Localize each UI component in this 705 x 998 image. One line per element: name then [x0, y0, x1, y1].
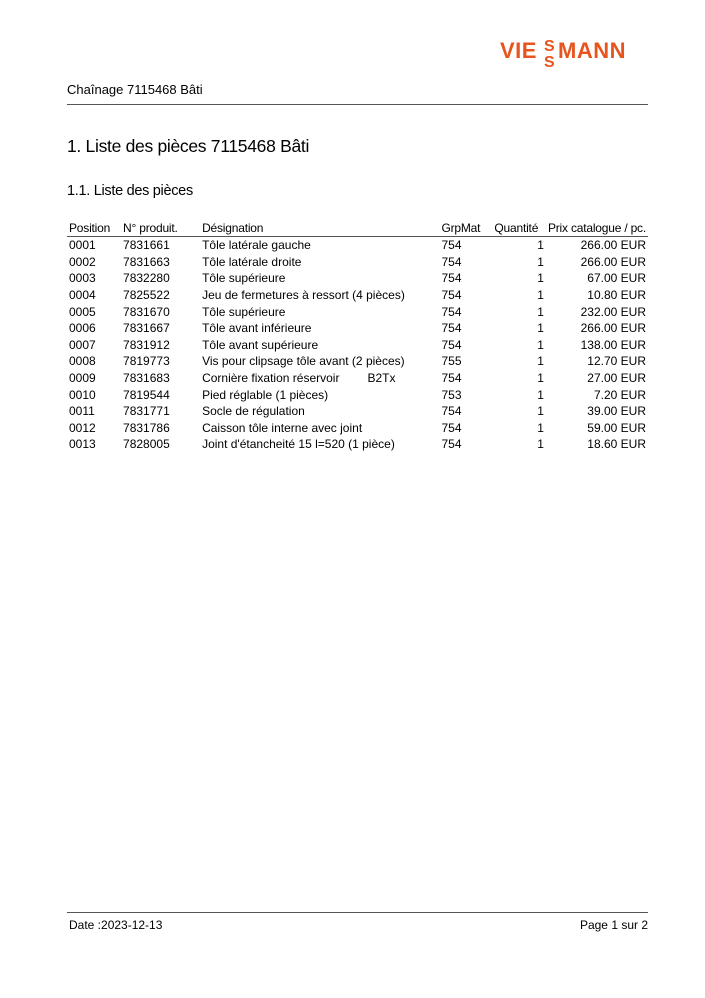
- cell-quantity-text: 1: [537, 321, 544, 336]
- cell-grpmat-text: 754: [441, 304, 462, 319]
- cell-quantity-text: 1: [537, 387, 544, 402]
- cell-product-number-text: 7828005: [123, 437, 170, 452]
- cell-grpmat-text: 754: [441, 420, 462, 435]
- cell-price: [546, 270, 648, 287]
- cell-position-text: 0002: [69, 254, 96, 269]
- col-designation: Désignation: [200, 221, 439, 237]
- parts-table: [67, 221, 648, 453]
- cell-product-number-text: 7831663: [123, 254, 170, 269]
- cell-product-number-text: 7831670: [123, 304, 170, 319]
- cell-price-text: 39.00 EUR: [587, 404, 646, 419]
- cell-quantity-text: 1: [537, 288, 544, 303]
- cell-position-text: 0010: [69, 387, 96, 402]
- cell-price: [546, 254, 648, 271]
- cell-quantity-text: 1: [537, 437, 544, 452]
- cell-grpmat: [439, 254, 492, 271]
- cell-grpmat: [439, 353, 492, 370]
- logo-image: [500, 36, 648, 68]
- cell-quantity-text: 1: [537, 371, 544, 386]
- table-row: [67, 337, 648, 354]
- cell-price-text: 67.00 EUR: [587, 271, 646, 286]
- col-price: Prix catalogue / pc.: [547, 221, 646, 235]
- svg-text:S: S: [544, 54, 556, 68]
- cell-position: [67, 237, 121, 254]
- cell-grpmat-text: 754: [441, 371, 462, 386]
- cell-designation: [200, 320, 439, 337]
- footer-page-number: Page 1 sur 2: [579, 918, 648, 932]
- cell-quantity: [492, 353, 546, 370]
- cell-price-text: 266.00 EUR: [580, 254, 646, 269]
- table-row: [67, 254, 648, 271]
- cell-price: [546, 320, 648, 337]
- cell-designation-suffix: B2Tx: [367, 371, 396, 386]
- cell-product-number: [121, 353, 200, 370]
- viessmann-logo: [500, 36, 648, 68]
- cell-price-text: 12.70 EUR: [587, 354, 646, 369]
- cell-grpmat-text: 754: [441, 404, 462, 419]
- cell-grpmat: [439, 420, 492, 437]
- cell-grpmat-text: 754: [441, 238, 462, 253]
- cell-price: [546, 353, 648, 370]
- cell-designation-text: Tôle supérieure: [202, 304, 286, 319]
- cell-grpmat-text: 754: [441, 271, 462, 286]
- cell-grpmat: [439, 403, 492, 420]
- col-position: Position: [67, 221, 121, 237]
- footer-divider: [67, 912, 648, 913]
- cell-product-number-text: 7831912: [123, 337, 170, 352]
- cell-quantity: [492, 287, 546, 304]
- cell-product-number: [121, 337, 200, 354]
- cell-designation-text: Pied réglable (1 pièces): [202, 387, 329, 402]
- cell-quantity-text: 1: [537, 337, 544, 352]
- cell-price: [546, 436, 648, 453]
- cell-grpmat: [439, 386, 492, 403]
- cell-designation-text: Socle de régulation: [202, 404, 305, 419]
- cell-product-number-text: 7831683: [123, 371, 170, 386]
- cell-designation-text: Joint d'étancheité 15 l=520 (1 pièce): [202, 437, 395, 452]
- cell-grpmat: [439, 237, 492, 254]
- cell-position-text: 0011: [69, 404, 95, 419]
- cell-quantity: [492, 420, 546, 437]
- table-row: [67, 237, 648, 254]
- cell-price-text: 138.00 EUR: [580, 337, 646, 352]
- cell-position: [67, 436, 121, 453]
- cell-position-text: 0005: [69, 304, 96, 319]
- cell-grpmat: [439, 320, 492, 337]
- cell-position-text: 0006: [69, 321, 96, 336]
- cell-quantity: [492, 370, 546, 387]
- cell-price-text: 266.00 EUR: [580, 321, 646, 336]
- cell-product-number: [121, 320, 200, 337]
- cell-position-text: 0003: [69, 271, 96, 286]
- cell-position-text: 0009: [69, 371, 96, 386]
- cell-designation-text: Cornière fixation réservoir: [202, 371, 340, 386]
- table-row: [67, 303, 648, 320]
- cell-price: [546, 337, 648, 354]
- cell-price: [546, 403, 648, 420]
- cell-price: [546, 303, 648, 320]
- cell-designation-text: Caisson tôle interne avec joint: [202, 420, 363, 435]
- cell-quantity-text: 1: [537, 354, 544, 369]
- cell-product-number: [121, 403, 200, 420]
- table-row: [67, 353, 648, 370]
- document-header-title: Chaînage 7115468 Bâti: [67, 82, 203, 97]
- cell-grpmat: [439, 287, 492, 304]
- table-row: [67, 436, 648, 453]
- cell-product-number: [121, 420, 200, 437]
- cell-grpmat-text: 755: [441, 354, 462, 369]
- cell-quantity: [492, 386, 546, 403]
- cell-quantity-text: 1: [537, 271, 544, 286]
- cell-price: [546, 287, 648, 304]
- cell-position: [67, 403, 121, 420]
- cell-quantity: [492, 403, 546, 420]
- table-row: [67, 287, 648, 304]
- table-header-row: [67, 221, 648, 237]
- cell-price-text: 10.80 EUR: [587, 288, 646, 303]
- col-product-number: N° produit.: [121, 221, 200, 237]
- cell-price-text: 232.00 EUR: [580, 304, 646, 319]
- cell-position: [67, 320, 121, 337]
- cell-designation-text: Tôle supérieure: [202, 271, 286, 286]
- cell-price: [546, 420, 648, 437]
- cell-position: [67, 337, 121, 354]
- cell-product-number: [121, 254, 200, 271]
- cell-position: [67, 254, 121, 271]
- cell-grpmat-text: 754: [441, 254, 462, 269]
- cell-designation-text: Tôle latérale droite: [202, 254, 302, 269]
- cell-product-number-text: 7831667: [123, 321, 170, 336]
- cell-quantity-text: 1: [537, 420, 544, 435]
- footer-date: Date :2023-12-13: [69, 918, 163, 932]
- table-row: [67, 403, 648, 420]
- table-row: [67, 370, 648, 387]
- cell-designation-text: Tôle latérale gauche: [202, 238, 311, 253]
- cell-quantity: [492, 337, 546, 354]
- cell-quantity-text: 1: [537, 404, 544, 419]
- cell-product-number-text: 7832280: [123, 271, 170, 286]
- cell-position-text: 0001: [69, 238, 96, 253]
- cell-quantity: [492, 270, 546, 287]
- cell-designation-text: Tôle avant inférieure: [202, 321, 312, 336]
- cell-price: [546, 386, 648, 403]
- cell-designation: [200, 337, 439, 354]
- cell-quantity-text: 1: [537, 254, 544, 269]
- cell-price-text: 59.00 EUR: [587, 420, 646, 435]
- cell-price-text: 7.20 EUR: [593, 387, 646, 402]
- cell-quantity: [492, 237, 546, 254]
- cell-price: [546, 370, 648, 387]
- cell-product-number: [121, 237, 200, 254]
- cell-position-text: 0008: [69, 354, 96, 369]
- cell-quantity-text: 1: [537, 238, 544, 253]
- cell-designation: [200, 403, 439, 420]
- cell-grpmat: [439, 370, 492, 387]
- cell-designation: [200, 370, 439, 387]
- cell-product-number-text: 7819544: [123, 387, 170, 402]
- cell-position: [67, 370, 121, 387]
- cell-grpmat: [439, 270, 492, 287]
- cell-designation-text: Tôle avant supérieure: [202, 337, 319, 352]
- cell-position: [67, 353, 121, 370]
- header-divider: [67, 104, 648, 105]
- cell-grpmat: [439, 303, 492, 320]
- table-row: [67, 320, 648, 337]
- cell-quantity: [492, 320, 546, 337]
- cell-product-number: [121, 287, 200, 304]
- cell-designation: [200, 237, 439, 254]
- cell-designation: [200, 386, 439, 403]
- cell-product-number: [121, 436, 200, 453]
- cell-quantity-text: 1: [537, 304, 544, 319]
- cell-price: [546, 237, 648, 254]
- cell-designation: [200, 436, 439, 453]
- cell-price-text: 27.00 EUR: [587, 371, 646, 386]
- cell-position-text: 0004: [69, 288, 96, 303]
- cell-position-text: 0012: [69, 420, 96, 435]
- cell-price-text: 266.00 EUR: [580, 238, 646, 253]
- cell-designation-text: Jeu de fermetures à ressort (4 pièces): [202, 288, 405, 303]
- cell-quantity: [492, 303, 546, 320]
- cell-designation: [200, 254, 439, 271]
- cell-designation: [200, 353, 439, 370]
- cell-position: [67, 420, 121, 437]
- col-grpmat: GrpMat: [439, 221, 492, 237]
- cell-grpmat-text: 754: [441, 337, 462, 352]
- section-title: 1. Liste des pièces 7115468 Bâti: [67, 136, 310, 156]
- cell-quantity: [492, 254, 546, 271]
- cell-product-number-text: 7825522: [123, 288, 170, 303]
- table-row: [67, 420, 648, 437]
- cell-position: [67, 386, 121, 403]
- cell-grpmat-text: 754: [441, 321, 462, 336]
- section-subtitle: 1.1. Liste des pièces: [67, 183, 193, 199]
- cell-grpmat-text: 754: [441, 288, 462, 303]
- cell-grpmat-text: 753: [441, 387, 462, 402]
- cell-product-number-text: 7819773: [123, 354, 170, 369]
- cell-grpmat: [439, 436, 492, 453]
- cell-position: [67, 303, 121, 320]
- cell-position: [67, 287, 121, 304]
- cell-position-text: 0007: [69, 337, 96, 352]
- cell-product-number-text: 7831661: [123, 238, 170, 253]
- cell-quantity: [492, 436, 546, 453]
- cell-designation: [200, 287, 439, 304]
- cell-product-number-text: 7831771: [123, 404, 170, 419]
- cell-designation: [200, 270, 439, 287]
- svg-text:S: S: [544, 38, 556, 55]
- cell-grpmat-text: 754: [441, 437, 462, 452]
- cell-product-number-text: 7831786: [123, 420, 170, 435]
- cell-product-number: [121, 303, 200, 320]
- cell-designation: [200, 420, 439, 437]
- table-row: [67, 386, 648, 403]
- cell-price-text: 18.60 EUR: [587, 437, 646, 452]
- col-quantity: Quantité: [492, 221, 546, 237]
- table-row: [67, 270, 648, 287]
- svg-text:MANN: MANN: [558, 38, 626, 63]
- cell-product-number: [121, 386, 200, 403]
- cell-grpmat: [439, 337, 492, 354]
- svg-text:VIE: VIE: [500, 38, 537, 63]
- cell-designation-text: Vis pour clipsage tôle avant (2 pièces): [202, 354, 405, 369]
- cell-product-number: [121, 370, 200, 387]
- cell-position-text: 0013: [69, 437, 96, 452]
- cell-position: [67, 270, 121, 287]
- cell-designation: [200, 303, 439, 320]
- cell-product-number: [121, 270, 200, 287]
